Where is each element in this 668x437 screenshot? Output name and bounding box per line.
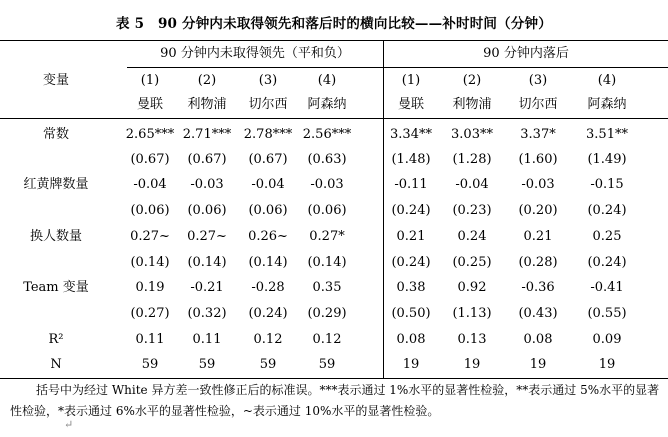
table-cell: (1.48) bbox=[391, 152, 431, 167]
table-cell: 2.71*** bbox=[182, 127, 232, 142]
table-cell: -0.15 bbox=[590, 177, 624, 192]
table-cell: (0.06) bbox=[248, 203, 288, 218]
top-rule bbox=[0, 40, 668, 41]
table-cell: 0.92 bbox=[457, 280, 487, 295]
table-cell: (0.14) bbox=[307, 255, 347, 270]
table-cell: (0.14) bbox=[130, 255, 170, 270]
column-number: (4) bbox=[597, 73, 617, 88]
table-cell: (1.60) bbox=[518, 152, 558, 167]
table-cell: (0.24) bbox=[391, 203, 431, 218]
table-cell: (0.06) bbox=[307, 203, 347, 218]
column-number: (2) bbox=[462, 73, 482, 88]
column-team-name: 阿森纳 bbox=[307, 97, 347, 112]
table-cell: 0.11 bbox=[135, 332, 165, 347]
table-cell: (0.24) bbox=[391, 255, 431, 270]
table-cell: 19 bbox=[529, 357, 547, 372]
column-team-name: 切尔西 bbox=[248, 97, 288, 112]
table-cell: (0.06) bbox=[130, 203, 170, 218]
table-cell: -0.04 bbox=[455, 177, 489, 192]
table-cell: 19 bbox=[463, 357, 481, 372]
table-cell: 2.65*** bbox=[125, 127, 175, 142]
table-cell: 0.08 bbox=[396, 332, 426, 347]
table-cell: 0.27* bbox=[309, 229, 345, 244]
column-team-name: 曼联 bbox=[136, 97, 163, 112]
table-cell: -0.11 bbox=[394, 177, 428, 192]
table-cell: -0.41 bbox=[590, 280, 624, 295]
row-label: R² bbox=[48, 332, 64, 347]
table-cell: 0.11 bbox=[192, 332, 222, 347]
table-cell: (1.28) bbox=[452, 152, 492, 167]
table-cell: (0.67) bbox=[130, 152, 170, 167]
group-header-right: 90 分钟内落后 bbox=[483, 46, 569, 61]
column-number: (3) bbox=[258, 73, 278, 88]
table-cell: (0.14) bbox=[187, 255, 227, 270]
table-cell: -0.36 bbox=[521, 280, 555, 295]
table-cell: 0.25 bbox=[592, 229, 622, 244]
table-cell: (0.55) bbox=[587, 306, 627, 321]
table-cell: (0.43) bbox=[518, 306, 558, 321]
table-cell: (0.67) bbox=[248, 152, 288, 167]
group-header-left: 90 分钟内未取得领先（平和负） bbox=[160, 46, 350, 61]
table-cell: (1.49) bbox=[587, 152, 627, 167]
paragraph-mark-icon: ↵ bbox=[64, 418, 74, 431]
table-cell: (0.14) bbox=[248, 255, 288, 270]
table-cell: 3.03** bbox=[451, 127, 493, 142]
table-cell: 19 bbox=[598, 357, 616, 372]
table-cell: 3.51** bbox=[586, 127, 628, 142]
table-cell: 0.12 bbox=[253, 332, 283, 347]
table-cell: (0.27) bbox=[130, 306, 170, 321]
table-cell: 0.21 bbox=[523, 229, 553, 244]
column-team-name: 利物浦 bbox=[187, 97, 227, 112]
table-cell: 59 bbox=[141, 357, 159, 372]
bottom-rule bbox=[0, 378, 668, 379]
table-cell: (0.25) bbox=[452, 255, 492, 270]
table-cell: 0.08 bbox=[523, 332, 553, 347]
table-cell: 0.21 bbox=[396, 229, 426, 244]
table-cell: (0.50) bbox=[391, 306, 431, 321]
table-cell: 0.35 bbox=[312, 280, 342, 295]
table-cell: -0.04 bbox=[251, 177, 285, 192]
table-cell: 59 bbox=[198, 357, 216, 372]
group-underline bbox=[127, 67, 668, 68]
table-cell: -0.03 bbox=[310, 177, 344, 192]
table-cell: (1.13) bbox=[452, 306, 492, 321]
table-cell: (0.20) bbox=[518, 203, 558, 218]
table-cell: (0.24) bbox=[587, 203, 627, 218]
table-cell: -0.28 bbox=[251, 280, 285, 295]
column-number: (3) bbox=[528, 73, 548, 88]
table-cell: -0.03 bbox=[521, 177, 555, 192]
column-team-name: 曼联 bbox=[397, 97, 424, 112]
table-cell: 3.34** bbox=[390, 127, 432, 142]
table-cell: 3.37* bbox=[520, 127, 556, 142]
row-label: 常数 bbox=[42, 127, 69, 142]
table-cell: (0.23) bbox=[452, 203, 492, 218]
table-cell: 0.12 bbox=[312, 332, 342, 347]
table-note bbox=[10, 380, 660, 422]
table-cell: 2.78*** bbox=[243, 127, 293, 142]
table-cell: 0.26~ bbox=[248, 229, 288, 244]
row-label: 换人数量 bbox=[29, 229, 82, 244]
table-cell: -0.21 bbox=[190, 280, 224, 295]
table-title: 表 5 90 分钟内未取得领先和落后时的横向比较——补时时间（分钟） bbox=[116, 16, 552, 32]
table-cell: (0.63) bbox=[307, 152, 347, 167]
row-label: N bbox=[50, 357, 62, 372]
column-number: (1) bbox=[401, 73, 421, 88]
variable-header: 变量 bbox=[42, 73, 69, 88]
table-cell: 0.13 bbox=[457, 332, 487, 347]
table-cell: 2.56*** bbox=[302, 127, 352, 142]
table-cell: 0.09 bbox=[592, 332, 622, 347]
table-cell: (0.24) bbox=[248, 306, 288, 321]
column-team-name: 切尔西 bbox=[518, 97, 558, 112]
column-number: (4) bbox=[317, 73, 337, 88]
note-text: 括号中为经过 White 异方差一致性修正后的标准误。***表示通过 1%水平的显著性检验，**表示通过 5%水平的显著性检验，*表示通过 6%水平的显著性检验，~表示通过 10%水平的显著性检验。 bbox=[10, 383, 660, 418]
row-label: 红黄牌数量 bbox=[23, 177, 89, 192]
column-team-name: 利物浦 bbox=[452, 97, 492, 112]
table-cell: (0.06) bbox=[187, 203, 227, 218]
column-number: (1) bbox=[140, 73, 160, 88]
column-number: (2) bbox=[197, 73, 217, 88]
table-cell: 0.27~ bbox=[187, 229, 227, 244]
table-cell: 0.27~ bbox=[130, 229, 170, 244]
table-cell: 59 bbox=[259, 357, 277, 372]
table-cell: 19 bbox=[402, 357, 420, 372]
table-cell: 0.24 bbox=[457, 229, 487, 244]
table-cell: 0.38 bbox=[396, 280, 426, 295]
column-team-name: 阿森纳 bbox=[587, 97, 627, 112]
table-cell: 0.19 bbox=[135, 280, 165, 295]
table-cell: -0.04 bbox=[133, 177, 167, 192]
table-cell: (0.29) bbox=[307, 306, 347, 321]
table-cell: (0.67) bbox=[187, 152, 227, 167]
table-cell: -0.03 bbox=[190, 177, 224, 192]
header-rule bbox=[0, 118, 668, 119]
table-cell: (0.32) bbox=[187, 306, 227, 321]
table-cell: (0.28) bbox=[518, 255, 558, 270]
row-label: Team 变量 bbox=[23, 280, 89, 295]
table-cell: 59 bbox=[318, 357, 336, 372]
table-cell: (0.24) bbox=[587, 255, 627, 270]
